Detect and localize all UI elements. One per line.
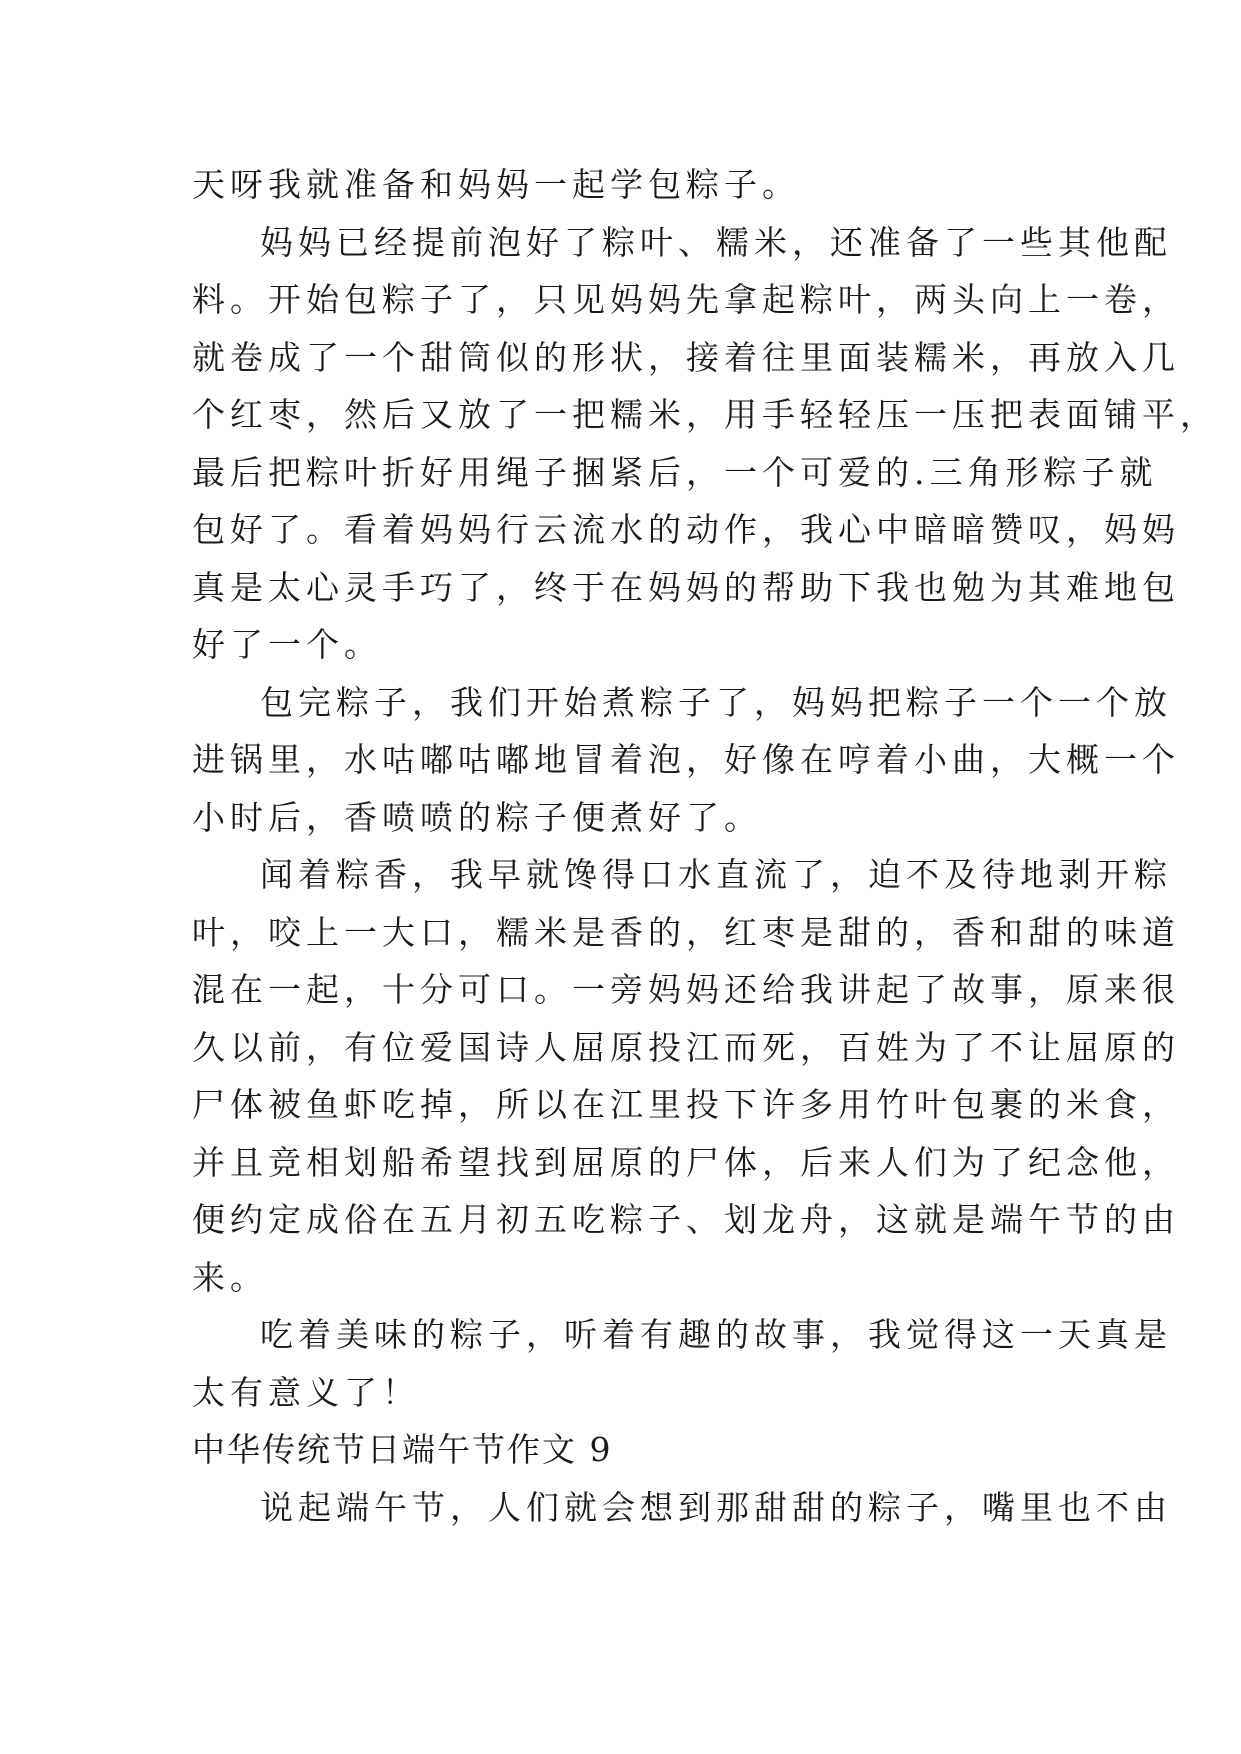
text-line-21: 吃着美味的粽子，听着有趣的故事，我觉得这一天真是 xyxy=(260,1315,1172,1354)
text-line-13: 闻着粽香，我早就馋得口水直流了，迫不及待地剥开粽 xyxy=(260,855,1172,894)
text-line-8: 真是太心灵手巧了，终于在妈妈的帮助下我也勉为其难地包 xyxy=(192,567,1180,607)
text-line-3: 料。开始包粽子了，只见妈妈先拿起粽叶，两头向上一卷， xyxy=(192,280,1180,319)
text-line-17: 尸体被鱼虾吃掉，所以在江里投下许多用竹叶包裹的米食， xyxy=(192,1085,1180,1124)
text-line-15: 混在一起，十分可口。一旁妈妈还给我讲起了故事，原来很 xyxy=(192,970,1180,1009)
text-line-9: 好了一个。 xyxy=(192,625,382,664)
section-heading: 中华传统节日端午节作文 9 xyxy=(192,1430,613,1469)
text-line-5: 个红枣，然后又放了一把糯米，用手轻轻压一压把表面铺平， xyxy=(192,395,1218,434)
text-line-12: 小时后，香喷喷的粽子便煮好了。 xyxy=(192,797,762,837)
text-line-20: 来。 xyxy=(192,1257,268,1297)
text-line-10: 包完粽子，我们开始煮粽子了，妈妈把粽子一个一个放 xyxy=(260,682,1172,722)
text-line-2: 妈妈已经提前泡好了粽叶、糯米，还准备了一些其他配 xyxy=(260,222,1172,262)
text-line-7: 包好了。看着妈妈行云流水的动作，我心中暗暗赞叹，妈妈 xyxy=(192,510,1180,549)
essay-text xyxy=(192,156,1218,1536)
text-line-18: 并且竞相划船希望找到屈原的尸体，后来人们为了纪念他， xyxy=(192,1142,1180,1182)
text-line-6: 最后把粽叶折好用绳子捆紧后，一个可爱的.三角形粽子就 xyxy=(192,452,1158,492)
text-line-19: 便约定成俗在五月初五吃粽子、划龙舟，这就是端午节的由 xyxy=(192,1200,1180,1239)
text-line-11: 进锅里，水咕嘟咕嘟地冒着泡，好像在哼着小曲，大概一个 xyxy=(192,740,1180,779)
text-line-24: 说起端午节，人们就会想到那甜甜的粽子，嘴里也不由 xyxy=(260,1487,1172,1527)
text-line-16: 久以前，有位爱国诗人屈原投江而死，百姓为了不让屈原的 xyxy=(192,1027,1180,1067)
text-line-1: 天呀我就准备和妈妈一起学包粽子。 xyxy=(192,165,800,204)
text-line-4: 就卷成了一个甜筒似的形状，接着往里面装糯米，再放入几 xyxy=(192,337,1180,377)
text-line-14: 叶，咬上一大口，糯米是香的，红枣是甜的，香和甜的味道 xyxy=(192,912,1180,952)
text-line-22: 太有意义了！ xyxy=(192,1372,420,1412)
